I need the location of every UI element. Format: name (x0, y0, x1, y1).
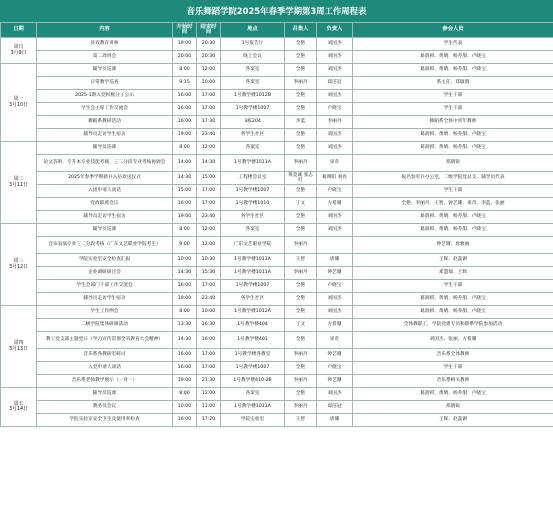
location-cell: 3栋204 (221, 116, 285, 129)
person-in-charge-cell: 葛朗阳 刘亮 (317, 172, 353, 185)
header-start-time: 开始时间 (173, 23, 197, 38)
location-cell: 1号教学楼1011A (221, 401, 285, 414)
location-cell: 各案室 (221, 64, 285, 77)
start-time-cell: 16:00 (173, 103, 197, 116)
location-cell: 1号教学楼404 (221, 319, 285, 332)
start-time-cell: 20:00 (173, 51, 197, 64)
location-cell: 1号教学楼1011A (221, 155, 285, 172)
attendees-cell: 舞蹈系全体中青年教师 (353, 116, 553, 129)
start-time-cell: 19:00 (173, 211, 197, 224)
attendees-cell: 学生干部 (353, 280, 553, 293)
content-cell: 教务员会议 (37, 401, 173, 414)
location-cell: 1号教学楼1010 (221, 198, 285, 211)
end-time-cell: 17:00 (197, 103, 221, 116)
content-cell: 2025-1期入党积极分子公示 (37, 90, 173, 103)
table-row (1, 185, 553, 198)
end-time-cell: 17:20 (197, 414, 221, 427)
table-row (1, 280, 553, 293)
table-row (1, 198, 553, 211)
table-row (1, 237, 553, 254)
day-cell: 周五 3月14日 (1, 388, 37, 427)
end-time-cell: 12:00 (197, 224, 221, 237)
attendees-cell: 刘国杰、张丽、方希珊 (353, 332, 553, 349)
attendees-cell: 学生干部 (353, 185, 553, 198)
table-row (1, 116, 553, 129)
end-time-cell: 20:30 (197, 38, 221, 51)
location-cell: 1号报告厅 (221, 38, 285, 51)
start-time-cell: 19:00 (173, 375, 197, 388)
attendees-cell: 葛润祺、黄婧、杨乔甜、卢晓宝 (353, 129, 553, 142)
content-cell: 企业调研研讨会 (37, 267, 173, 280)
attendees-cell: 王辉、赵蕊源 (353, 254, 553, 267)
start-time-cell: 16:00 (173, 349, 197, 362)
attendees-cell: 葛润祺、黄婧、杨乔甜、卢晓宝 (353, 293, 553, 306)
header-end-time: 结束时间 (197, 23, 221, 38)
person-in-charge-cell: 刘国杰 (317, 211, 353, 224)
table-row (1, 211, 553, 224)
convener-cell: 丁文 (285, 198, 317, 211)
day-cell: 周日 3月9日 (1, 38, 37, 64)
convener-cell: 全艳 (285, 142, 317, 155)
content-cell: 音乐系各教研室研讨 (37, 349, 173, 362)
attendees-cell: 葛润祺、黄婧、杨乔甜、卢晓宝 (353, 211, 553, 224)
person-in-charge-cell: 郑洁冠 (317, 77, 353, 90)
attendees-cell: 钟艺珊、唐雅丽 (353, 237, 553, 254)
end-time-cell: 17:00 (197, 362, 221, 375)
end-time-cell: 12:00 (197, 388, 221, 401)
convener-cell: 李丽丹 (285, 349, 317, 362)
person-in-charge-cell: 卢晓宝 (317, 185, 353, 198)
end-time-cell: 23:40 (197, 129, 221, 142)
table-row (1, 414, 553, 427)
end-time-cell: 17:00 (197, 185, 221, 198)
start-time-cell: 16:00 (173, 414, 197, 427)
table-row (1, 142, 553, 155)
start-time-cell: 8:00 (173, 224, 197, 237)
start-time-cell: 19:00 (173, 38, 197, 51)
start-time-cell: 16:00 (173, 90, 197, 103)
content-cell: 论文答辩、专升本专业技能考核、三二分段专业考核协调会 (37, 155, 173, 172)
convener-cell: 全艳 (285, 185, 317, 198)
end-time-cell: 17:00 (197, 198, 221, 211)
location-cell: 1号教学楼1007 (221, 362, 285, 375)
location-cell: 广东文艺职业学院 (221, 237, 285, 254)
header-person-in-charge: 负责人 (317, 23, 353, 38)
person-in-charge-cell: 刘国杰 (317, 306, 353, 319)
convener-cell: 全艳 (285, 51, 317, 64)
table-row (1, 129, 553, 142)
end-time-cell: 12:00 (197, 237, 221, 254)
table-row (1, 90, 553, 103)
attendees-cell: 音乐系相关教师 (353, 375, 553, 388)
header-convener: 召集人 (285, 23, 317, 38)
table-row (1, 172, 553, 185)
header-attendees: 参会人员 (353, 23, 553, 38)
location-cell: 各案室 (221, 388, 285, 401)
start-time-cell: 16:00 (173, 280, 197, 293)
person-in-charge-cell: 方希珊 (317, 198, 353, 211)
start-time-cell: 13:30 (173, 319, 197, 332)
attendees-cell: 郑慧瑞、王辉 (353, 267, 553, 280)
content-cell: 学生工作例会 (37, 306, 173, 319)
convener-cell: 全艳 (285, 224, 317, 237)
day-cell: 周三 3月12日 (1, 224, 37, 306)
convener-cell: 全艳 (285, 129, 317, 142)
day-cell: 周二 3月11日 (1, 142, 37, 224)
table-row (1, 51, 553, 64)
attendees-cell: 郑鹃锐 (353, 155, 553, 172)
convener-cell: 王智 (285, 254, 317, 267)
start-time-cell: 8:00 (173, 64, 197, 77)
convener-cell: 全艳 (285, 362, 317, 375)
location-cell: 1号教学楼1011A (221, 267, 285, 280)
table-row (1, 349, 553, 362)
location-cell: 1号教学楼1012A (221, 306, 285, 319)
start-time-cell: 9:00 (173, 237, 197, 254)
content-cell: 2025年春季学期新兵入伍欢送仪式 (37, 172, 173, 185)
person-in-charge-cell: 郑洁冠 (317, 401, 353, 414)
location-cell: 线上会议 (221, 51, 285, 64)
content-cell: 入党申请人谈话 (37, 362, 173, 375)
end-time-cell: 17:00 (197, 349, 221, 362)
end-time-cell: 11:00 (197, 401, 221, 414)
location-cell: 1号教学楼1007 (221, 280, 285, 293)
end-time-cell: 10:30 (197, 254, 221, 267)
person-in-charge-cell: 李丽丹 (317, 116, 353, 129)
person-in-charge-cell: 束奇 (317, 155, 353, 172)
attendees-cell: 学生干部 (353, 362, 553, 375)
start-time-cell: 19:00 (173, 293, 197, 306)
attendees-cell: 全体教职工、学院党建专员和联系学院参加活动 (353, 319, 553, 332)
table-row (1, 293, 553, 306)
content-cell: 学生会主席工作交流会 (37, 103, 173, 116)
content-cell: 辅导员巡课 (37, 388, 173, 401)
page-title: 音乐舞蹈学院2025年春季学期第3周工作周程表 (0, 0, 553, 22)
schedule-table (0, 22, 553, 427)
person-in-charge-cell: 刘国杰 (317, 51, 353, 64)
content-cell: 入团申请人谈话 (37, 185, 173, 198)
start-time-cell: 8:00 (173, 142, 197, 155)
start-time-cell: 19:00 (173, 129, 197, 142)
table-body (1, 38, 553, 427)
end-time-cell: 23:40 (197, 211, 221, 224)
attendees-cell: 葛润祺、黄婧、杨乔甜、卢晓宝 (353, 51, 553, 64)
end-time-cell: 23:40 (197, 293, 221, 306)
person-in-charge-cell: 刘国杰 (317, 293, 353, 306)
table-row (1, 388, 553, 401)
end-time-cell: 17:00 (197, 90, 221, 103)
location-cell: 各案室 (221, 77, 285, 90)
location-cell: 1号教学楼1007 (221, 185, 285, 198)
start-time-cell: 8:00 (173, 306, 197, 319)
table-row (1, 155, 553, 172)
attendees-cell: 学生代表 (353, 38, 553, 51)
attendees-cell: 葛润祺、黄婧、杨乔甜、卢晓宝 (353, 224, 553, 237)
convener-cell: 丁文 (285, 319, 317, 332)
start-time-cell: 14:30 (173, 172, 197, 185)
location-cell: 学院实验室 (221, 414, 285, 427)
location-cell: 各学生社区 (221, 211, 285, 224)
convener-cell: 李丽丹 (285, 401, 317, 414)
convener-cell: 全艳 (285, 38, 317, 51)
start-time-cell: 16:00 (173, 362, 197, 375)
table-row (1, 267, 553, 280)
convener-cell: 全艳 (285, 280, 317, 293)
content-cell: 辅导员走访学生宿舍 (37, 293, 173, 306)
header-content: 内容 (37, 23, 173, 38)
location-cell: 各学生社区 (221, 293, 285, 306)
convener-cell: 李丽丹 (285, 155, 317, 172)
attendees-cell: 音乐系全体教师 (353, 349, 553, 362)
start-time-cell: 14:30 (173, 332, 197, 349)
content-cell: 辅导员巡课 (37, 64, 173, 77)
table-row (1, 77, 553, 90)
person-in-charge-cell: 唐珊 (317, 254, 353, 267)
attendees-cell: 报名参军兵办公室，二级学院党总支、辅导员代表 (353, 172, 553, 185)
attendees-cell: 葛润祺、黄婧、杨乔甜、卢晓宝 (353, 64, 553, 77)
person-in-charge-cell: 刘国杰 (317, 142, 353, 155)
attendees-cell: 葛润祺、黄婧、杨乔甜、卢晓宝 (353, 306, 553, 319)
end-time-cell: 20:30 (197, 51, 221, 64)
person-in-charge-cell: 卢晓宝 (317, 362, 353, 375)
person-in-charge-cell: 钟艺珊 (317, 349, 353, 362)
end-time-cell: 16:00 (197, 332, 221, 349)
person-in-charge-cell: 刘国杰 (317, 224, 353, 237)
location-cell: 1号教学楼410-28 (221, 375, 285, 388)
end-time-cell: 15:30 (197, 267, 221, 280)
person-in-charge-cell: 方希珊 (317, 319, 353, 332)
header-location: 地点 (221, 23, 285, 38)
convener-cell: 黄竟诚 张志红 (285, 172, 317, 185)
end-time-cell: 14:30 (197, 155, 221, 172)
convener-cell: 全艳 (285, 103, 317, 116)
person-in-charge-cell: 卢晓宝 (317, 280, 353, 293)
location-cell: 1号教学楼1011A (221, 254, 285, 267)
content-cell: 音乐系老师教学展示（一对一） (37, 375, 173, 388)
end-time-cell: 17:00 (197, 280, 221, 293)
attendees-cell: 王辉、赵蕊源 (353, 414, 553, 427)
convener-cell: 李丽丹 (285, 77, 317, 90)
table-row (1, 401, 553, 414)
table-row (1, 64, 553, 77)
attendees-cell: 系主任、郑敏鹃 (353, 77, 553, 90)
table-row (1, 254, 553, 267)
table-row (1, 375, 553, 388)
content-cell: 党政联席会议 (37, 198, 173, 211)
content-cell: 辅导员巡课 (37, 224, 173, 237)
convener-cell: 李丽丹 (285, 237, 317, 254)
end-time-cell: 15:00 (197, 172, 221, 185)
convener-cell: 全艳 (285, 90, 317, 103)
table-row (1, 362, 553, 375)
day-cell: 周一 3月10日 (1, 64, 37, 142)
location-cell: 各案室 (221, 224, 285, 237)
convener-cell: 全艳 (285, 332, 317, 349)
person-in-charge-cell: 钟艺珊 (317, 375, 353, 388)
table-row (1, 332, 553, 349)
start-time-cell: 8:00 (173, 388, 197, 401)
table-row (1, 319, 553, 332)
location-cell: 1号教学楼401 (221, 332, 285, 349)
end-time-cell: 10:00 (197, 306, 221, 319)
end-time-cell: 10:00 (197, 77, 221, 90)
content-cell: 县戏教育讲师 (37, 38, 173, 51)
content-cell: 二级学院集体研修活动 (37, 319, 173, 332)
location-cell: 1号教学楼1012B (221, 90, 285, 103)
attendees-cell: 葛润祺、黄婧、杨乔甜、卢晓宝 (353, 388, 553, 401)
person-in-charge-cell: 束奇 (317, 332, 353, 349)
content-cell: 辅导员走访学生宿舍 (37, 211, 173, 224)
attendees-cell: 全艳、李丽丹、王智、钟艺珊、束奇、李蓝、张丽 (353, 198, 553, 211)
table-row (1, 103, 553, 116)
convener-cell: 王智 (285, 414, 317, 427)
start-time-cell: 16:00 (173, 198, 197, 211)
content-cell: 第二周班会 (37, 51, 173, 64)
content-cell: 教工党支部主题党日（学习宣传贯彻全省教育大会精神） (37, 332, 173, 349)
start-time-cell: 16:00 (173, 116, 197, 129)
convener-cell: 全艳 (285, 306, 317, 319)
attendees-cell: 学生干部 (353, 103, 553, 116)
start-time-cell: 10:00 (173, 401, 197, 414)
end-time-cell: 12:00 (197, 64, 221, 77)
end-time-cell: 17:30 (197, 116, 221, 129)
day-cell: 周四 3月13日 (1, 306, 37, 388)
convener-cell: 全艳 (285, 64, 317, 77)
attendees-cell: 学生干部 (353, 90, 553, 103)
convener-cell: 李丽丹 (285, 375, 317, 388)
location-cell: 1号教学楼1007 (221, 103, 285, 116)
location-cell: 1号教学楼各教室 (221, 349, 285, 362)
end-time-cell: 21:30 (197, 375, 221, 388)
start-time-cell: 14:30 (173, 267, 197, 280)
person-in-charge-cell: 刘国杰 (317, 129, 353, 142)
attendees-cell: 葛润祺、黄婧、杨乔甜、卢晓宝 (353, 142, 553, 155)
content-cell: 音乐表演专业三二分段考核（广东文艺职业学院考生） (37, 237, 173, 254)
content-cell: 学院实验室安全卫生及使用率检查 (37, 414, 173, 427)
location-cell: 各案室 (221, 142, 285, 155)
person-in-charge-cell: 刘国杰 (317, 38, 353, 51)
person-in-charge-cell: 刘国杰 (317, 90, 353, 103)
table-row (1, 306, 553, 319)
attendees-cell: 郑鹃锐 (353, 401, 553, 414)
content-cell: 日常教学巡查 (37, 77, 173, 90)
table-row (1, 38, 553, 51)
start-time-cell: 9:15 (173, 77, 197, 90)
start-time-cell: 15:00 (173, 185, 197, 198)
person-in-charge-cell: 刘国杰 (317, 388, 353, 401)
convener-cell: 李丽丹 (285, 267, 317, 280)
person-in-charge-cell: 钟艺珊 (317, 267, 353, 280)
person-in-charge-cell: 唐珊 (317, 414, 353, 427)
location-cell: 工程楼会议室 (221, 172, 285, 185)
table-row (1, 224, 553, 237)
start-time-cell: 10:00 (173, 254, 197, 267)
content-cell: 学生会部门干部工作交流会 (37, 280, 173, 293)
convener-cell: 全艳 (285, 211, 317, 224)
convener-cell: 李蓝 (285, 116, 317, 129)
header-date: 日期 (1, 23, 37, 38)
end-time-cell: 16:30 (197, 319, 221, 332)
person-in-charge-cell: 卢晓宝 (317, 103, 353, 116)
content-cell: 学院实验室安全检查汇报 (37, 254, 173, 267)
content-cell: 舞蹈系教研活动 (37, 116, 173, 129)
table-header-row (1, 23, 553, 38)
content-cell: 辅导员巡课 (37, 142, 173, 155)
start-time-cell: 14:00 (173, 155, 197, 172)
convener-cell: 全艳 (285, 293, 317, 306)
convener-cell: 全艳 (285, 388, 317, 401)
content-cell: 辅导员走访学生宿舍 (37, 129, 173, 142)
location-cell: 各学生社区 (221, 129, 285, 142)
end-time-cell: 12:00 (197, 142, 221, 155)
person-in-charge-cell (317, 237, 353, 254)
person-in-charge-cell: 刘国杰 (317, 64, 353, 77)
